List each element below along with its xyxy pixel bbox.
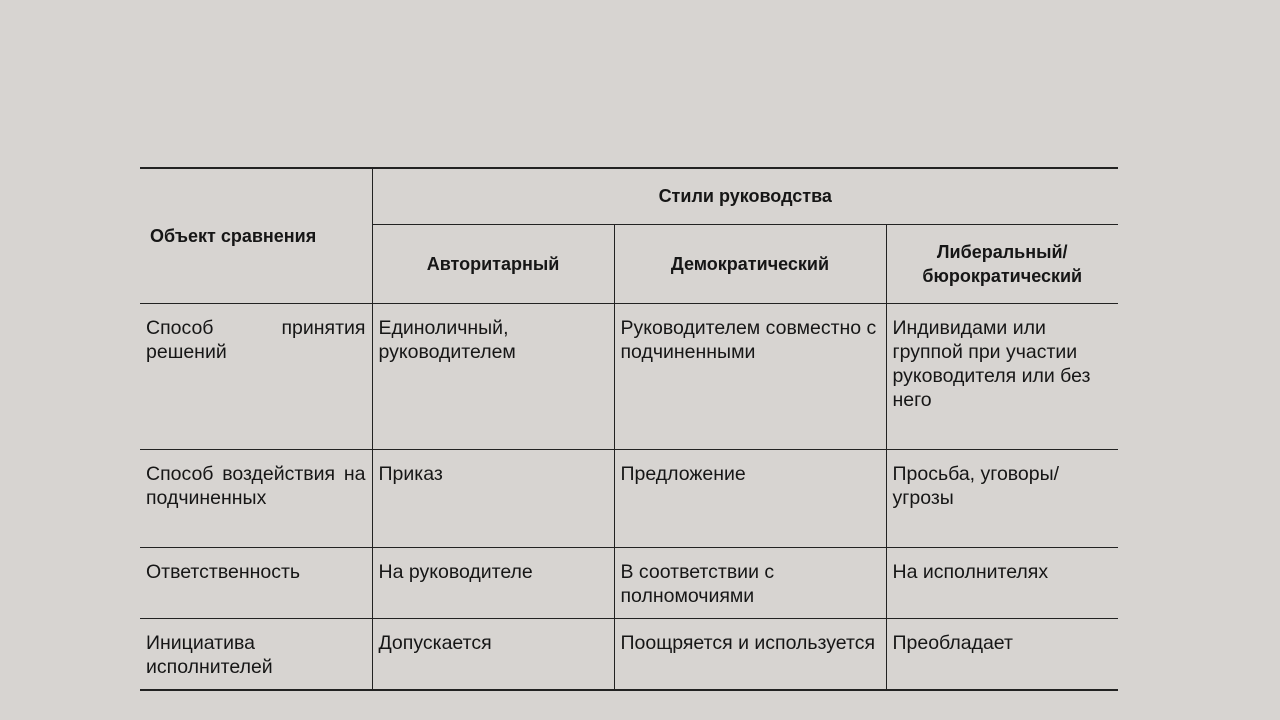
row-label: Ответственность <box>140 547 372 618</box>
comparison-table <box>140 167 1118 691</box>
table-cell: Просьба, уговоры/угрозы <box>886 449 1118 547</box>
header-styles: Стили руководства <box>372 168 1118 224</box>
row-label: Способ воздействия на подчиненных <box>140 449 372 547</box>
table-row <box>140 618 1118 690</box>
table-cell: Приказ <box>372 449 614 547</box>
header-row-top <box>140 168 1118 224</box>
table-cell: На исполнителях <box>886 547 1118 618</box>
header-object: Объект сравнения <box>140 168 372 303</box>
table-cell: Поощряется и используется <box>614 618 886 690</box>
header-authoritarian: Авторитарный <box>372 224 614 303</box>
table-cell: Предложение <box>614 449 886 547</box>
table-cell: На руководителе <box>372 547 614 618</box>
table-cell: Руководителем совместно с подчиненными <box>614 303 886 449</box>
header-democratic: Демократический <box>614 224 886 303</box>
row-label: Способ принятия решений <box>140 303 372 449</box>
table-cell: В соответствии с полномочиями <box>614 547 886 618</box>
leadership-styles-table <box>140 167 1118 689</box>
table-cell: Единоличный, руководителем <box>372 303 614 449</box>
table-cell: Допускается <box>372 618 614 690</box>
table-row <box>140 547 1118 618</box>
table-cell: Преобладает <box>886 618 1118 690</box>
table-row <box>140 449 1118 547</box>
row-label: Инициатива исполнителей <box>140 618 372 690</box>
header-liberal: Либеральный/ бюрократический <box>886 224 1118 303</box>
table-row <box>140 303 1118 449</box>
table-cell: Индивидами или группой при участии руководителя или без него <box>886 303 1118 449</box>
